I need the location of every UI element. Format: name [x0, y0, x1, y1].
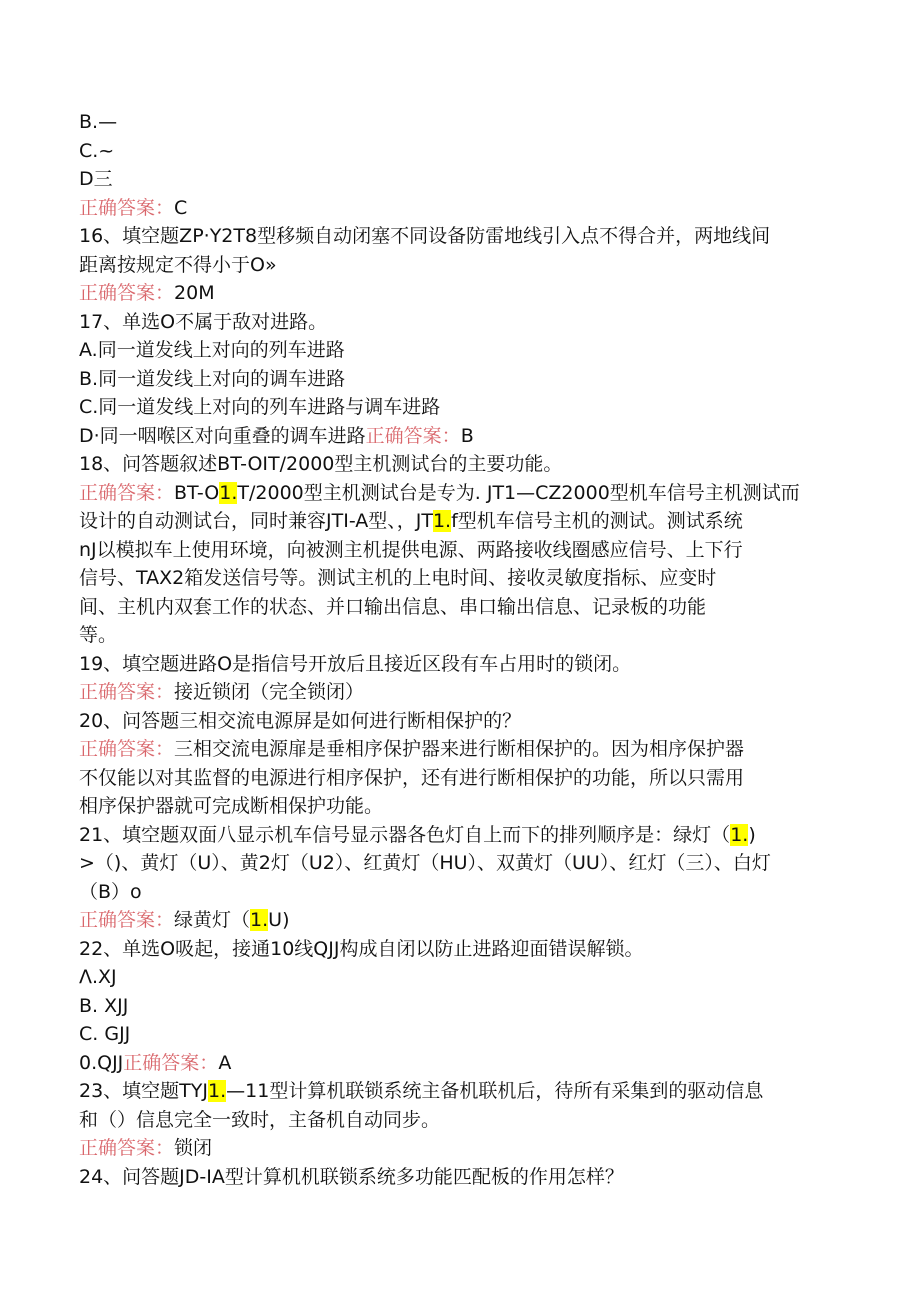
text-segment: 20M — [174, 282, 215, 304]
text-line — [79, 365, 849, 394]
text-segment: 接近锁闭（完全锁闭） — [174, 681, 365, 703]
text-segment: 0.QJJ — [79, 1051, 124, 1074]
highlighted-text: 1. — [432, 510, 452, 532]
text-line — [79, 422, 849, 451]
text-segment: f型机车信号主机的测试。测试系统 — [451, 510, 743, 532]
text-segment: 相序保护器就可完成断相保护功能。 — [79, 795, 384, 817]
highlighted-text: 1. — [219, 481, 238, 504]
text-segment: 18、问答题叙述BT-OIT/2000型主机测试台的主要功能。 — [79, 453, 563, 475]
text-segment: B.— — [79, 111, 118, 133]
text-line — [79, 137, 849, 166]
text-line — [79, 906, 849, 935]
text-line — [79, 279, 849, 308]
text-segment: 锁闭 — [174, 1137, 213, 1159]
text-line — [79, 707, 849, 736]
answer-label: 正确答案： — [365, 424, 461, 447]
text-line — [79, 479, 849, 508]
text-line — [79, 735, 849, 764]
text-line — [79, 336, 849, 365]
text-segment: 23、填空题TYJ — [79, 1080, 208, 1102]
text-segment: B. XJJ — [79, 994, 129, 1017]
answer-label: 正确答案： — [79, 681, 175, 703]
highlighted-text: 1. — [250, 909, 269, 931]
text-line — [79, 1020, 849, 1049]
text-line — [79, 222, 849, 251]
text-segment: 和（）信息完全一致时，主备机自动同步。 — [79, 1108, 441, 1131]
text-segment: 不仅能以对其监督的电源进行相序保护，还有进行断相保护的功能，所以只需用 — [79, 766, 745, 789]
text-line — [79, 678, 849, 707]
text-line — [79, 108, 849, 137]
text-line — [79, 935, 849, 964]
text-segment: 17、单选O不属于敌对进路。 — [79, 310, 328, 333]
text-segment: C.~ — [79, 139, 115, 162]
text-segment: nJ以模拟车上使用环境，向被测主机提供电源、两路接收线圈感应信号、上下行 — [79, 538, 743, 561]
text-segment: 绿黄灯（ — [174, 909, 251, 931]
answer-label: 正确答案： — [79, 481, 175, 504]
text-segment: A.同一道发线上对向的列车进路 — [79, 339, 345, 361]
answer-label: 正确答案： — [79, 738, 175, 760]
text-segment: B.同一道发线上对向的调车进路 — [79, 367, 346, 390]
text-segment: 22、单选O吸起，接通10线QJJ构成自闭以防止进路迎面错误解锁。 — [79, 937, 644, 960]
text-segment: D三 — [79, 168, 113, 190]
answer-label: 正确答案： — [79, 282, 175, 304]
text-segment: C.同一道发线上对向的列车进路与调车进路 — [79, 396, 441, 418]
text-segment: 19、填空题进路O是指信号开放后且接近区段有车占用时的锁闭。 — [79, 652, 632, 675]
text-segment: B — [460, 424, 474, 447]
text-segment: D·同一咽喉区对向重叠的调车进路 — [79, 424, 366, 447]
text-segment: T/2000型主机测试台是专为. JT1—CZ2000型机车信号主机测试而 — [237, 481, 800, 504]
text-segment: 16、填空题ZP·Y2T8型移频自动闭塞不同设备防雷地线引入点不得合并，两地线间 — [79, 225, 771, 247]
text-segment: U) — [268, 909, 290, 931]
text-segment: A — [218, 1051, 232, 1074]
text-line — [79, 1163, 849, 1192]
text-segment: Λ.XJ — [79, 966, 117, 988]
text-line — [79, 764, 849, 793]
text-line — [79, 849, 849, 878]
answer-label: 正确答案： — [79, 1137, 175, 1159]
text-line — [79, 1134, 849, 1163]
text-segment: 间、主机内双套工作的状态、并口输出信息、串口输出信息、记录板的功能 — [79, 595, 707, 618]
answer-label: 正确答案： — [123, 1051, 219, 1074]
text-line — [79, 963, 849, 992]
text-line — [79, 507, 849, 536]
answer-label: 正确答案： — [79, 909, 175, 931]
text-line — [79, 194, 849, 223]
text-segment: 三相交流电源扉是垂相序保护器来进行断相保护的。因为相序保护器 — [174, 738, 745, 760]
text-line — [79, 450, 849, 479]
text-segment: —11型计算机联锁系统主备机联机后，待所有采集到的驱动信息 — [226, 1080, 764, 1102]
text-line — [79, 1077, 849, 1106]
text-line — [79, 593, 849, 622]
text-line — [79, 878, 849, 907]
text-line — [79, 564, 849, 593]
text-line — [79, 536, 849, 565]
text-line — [79, 792, 849, 821]
text-segment: 20、问答题三相交流电源屏是如何进行断相保护的？ — [79, 709, 522, 732]
highlighted-text: 1. — [208, 1080, 227, 1102]
text-line — [79, 1049, 849, 1078]
text-line — [79, 308, 849, 337]
document-page — [79, 108, 849, 1191]
text-segment: 等。 — [79, 624, 118, 646]
text-segment: >（)、黄灯（U）、黄2灯（U2）、红黄灯（HU）、双黄灯（UU）、红灯（三）、白灯 — [79, 852, 771, 874]
text-line — [79, 393, 849, 422]
text-segment: 信号、TAX2箱发送信号等。测试主机的上电时间、接收灵敏度指标、应变时 — [79, 567, 717, 589]
text-segment: BT-O — [174, 481, 220, 504]
text-line — [79, 621, 849, 650]
text-segment: C. GJJ — [79, 1023, 131, 1045]
text-line — [79, 1106, 849, 1135]
text-line — [79, 992, 849, 1021]
text-segment: 24、问答题JD-IA型计算机机联锁系统多功能匹配板的作用怎样？ — [79, 1165, 624, 1188]
text-segment: C — [174, 196, 188, 219]
text-line — [79, 165, 849, 194]
text-line — [79, 821, 849, 850]
text-segment: 21、填空题双面八显示机车信号显示器各色灯自上而下的排列顺序是：绿灯（ — [79, 823, 731, 846]
text-segment: 距离按规定不得小于O» — [79, 253, 277, 276]
text-segment: ) — [748, 823, 756, 846]
text-line — [79, 251, 849, 280]
text-segment: 设计的自动测试台，同时兼容JTI-A型、，JT — [79, 510, 433, 532]
answer-label: 正确答案： — [79, 196, 175, 219]
text-segment: （B）o — [79, 880, 142, 903]
text-line — [79, 650, 849, 679]
highlighted-text: 1. — [730, 823, 749, 846]
